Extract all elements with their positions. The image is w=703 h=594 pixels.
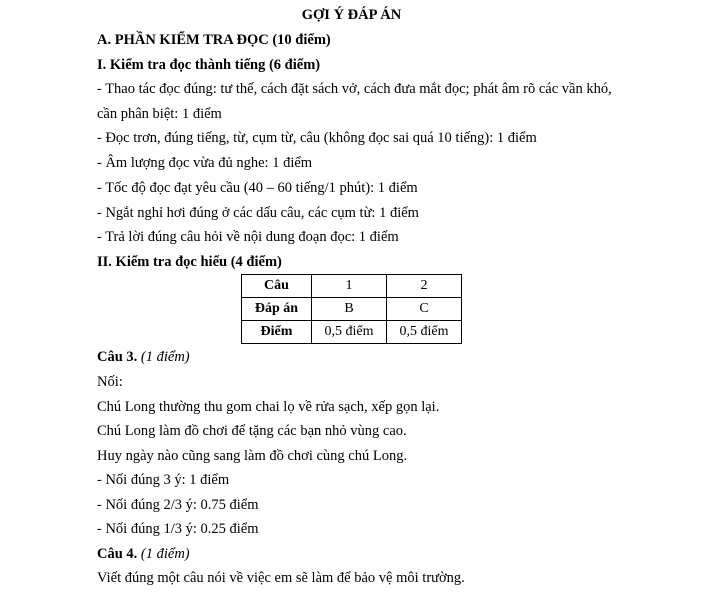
question-3-line: Chú Long làm đồ chơi để tặng các bạn nhỏ vùng cao. — [97, 423, 407, 439]
table-cell: 1 — [312, 275, 387, 298]
criterion-line: - Ngắt nghỉ hơi đúng ở các dấu câu, các cụm từ: 1 điểm — [97, 205, 419, 221]
question-3-line: Huy ngày nào cũng sang làm đồ chơi cùng chú Long. — [97, 448, 408, 464]
question-3-heading — [97, 348, 190, 366]
table-cell: 0,5 điểm — [387, 321, 462, 344]
criterion-line: - Thao tác đọc đúng: tư thế, cách đặt sách vở, cách đưa mắt đọc; phát âm rõ các vần khó, — [97, 81, 612, 97]
table-cell: 2 — [387, 275, 462, 298]
question-4-points: (1 điểm) — [140, 546, 190, 562]
table-cell: Đáp án — [242, 298, 312, 321]
table-cell: B — [312, 298, 387, 321]
table-cell: 0,5 điểm — [312, 321, 387, 344]
criterion-line: - Đọc trơn, đúng tiếng, từ, cụm từ, câu (không đọc sai quá 10 tiếng): 1 điểm — [97, 130, 537, 146]
answer-table — [241, 274, 462, 344]
criterion-line: cần phân biệt: 1 điểm — [97, 106, 222, 122]
table-row — [242, 298, 462, 321]
question-3-points: (1 điểm) — [140, 349, 190, 365]
criterion-line: - Trả lời đúng câu hỏi về nội dung đoạn đọc: 1 điểm — [97, 229, 399, 245]
criterion-line: - Tốc độ đọc đạt yêu cầu (40 – 60 tiếng/1 phút): 1 điểm — [97, 180, 418, 196]
table-cell: Câu — [242, 275, 312, 298]
table-row — [242, 275, 462, 298]
question-4-label: Câu 4. — [97, 546, 138, 562]
question-4-heading — [97, 545, 190, 563]
section-2-heading: II. Kiểm tra đọc hiểu (4 điểm) — [97, 254, 282, 270]
question-3-line: - Nối đúng 1/3 ý: 0.25 điểm — [97, 521, 259, 537]
question-3-line: - Nối đúng 2/3 ý: 0.75 điểm — [97, 497, 259, 513]
table-cell: C — [387, 298, 462, 321]
question-3-line: Nối: — [97, 374, 123, 390]
section-1-heading: I. Kiểm tra đọc thành tiếng (6 điểm) — [97, 57, 321, 73]
criterion-line: - Âm lượng đọc vừa đủ nghe: 1 điểm — [97, 155, 313, 171]
table-cell: Điểm — [242, 321, 312, 344]
question-3-line: Chú Long thường thu gom chai lọ về rửa sạch, xếp gọn lại. — [97, 399, 440, 415]
table-row — [242, 321, 462, 344]
question-3-label: Câu 3. — [97, 349, 138, 365]
question-4-line: Viết đúng một câu nói về việc em sẽ làm để bảo vệ môi trường. — [97, 570, 465, 586]
part-a-heading: A. PHẦN KIỂM TRA ĐỌC (10 điểm) — [97, 32, 331, 48]
page-title: GỢI Ý ĐÁP ÁN — [301, 7, 402, 23]
question-3-line: - Nối đúng 3 ý: 1 điểm — [97, 472, 230, 488]
